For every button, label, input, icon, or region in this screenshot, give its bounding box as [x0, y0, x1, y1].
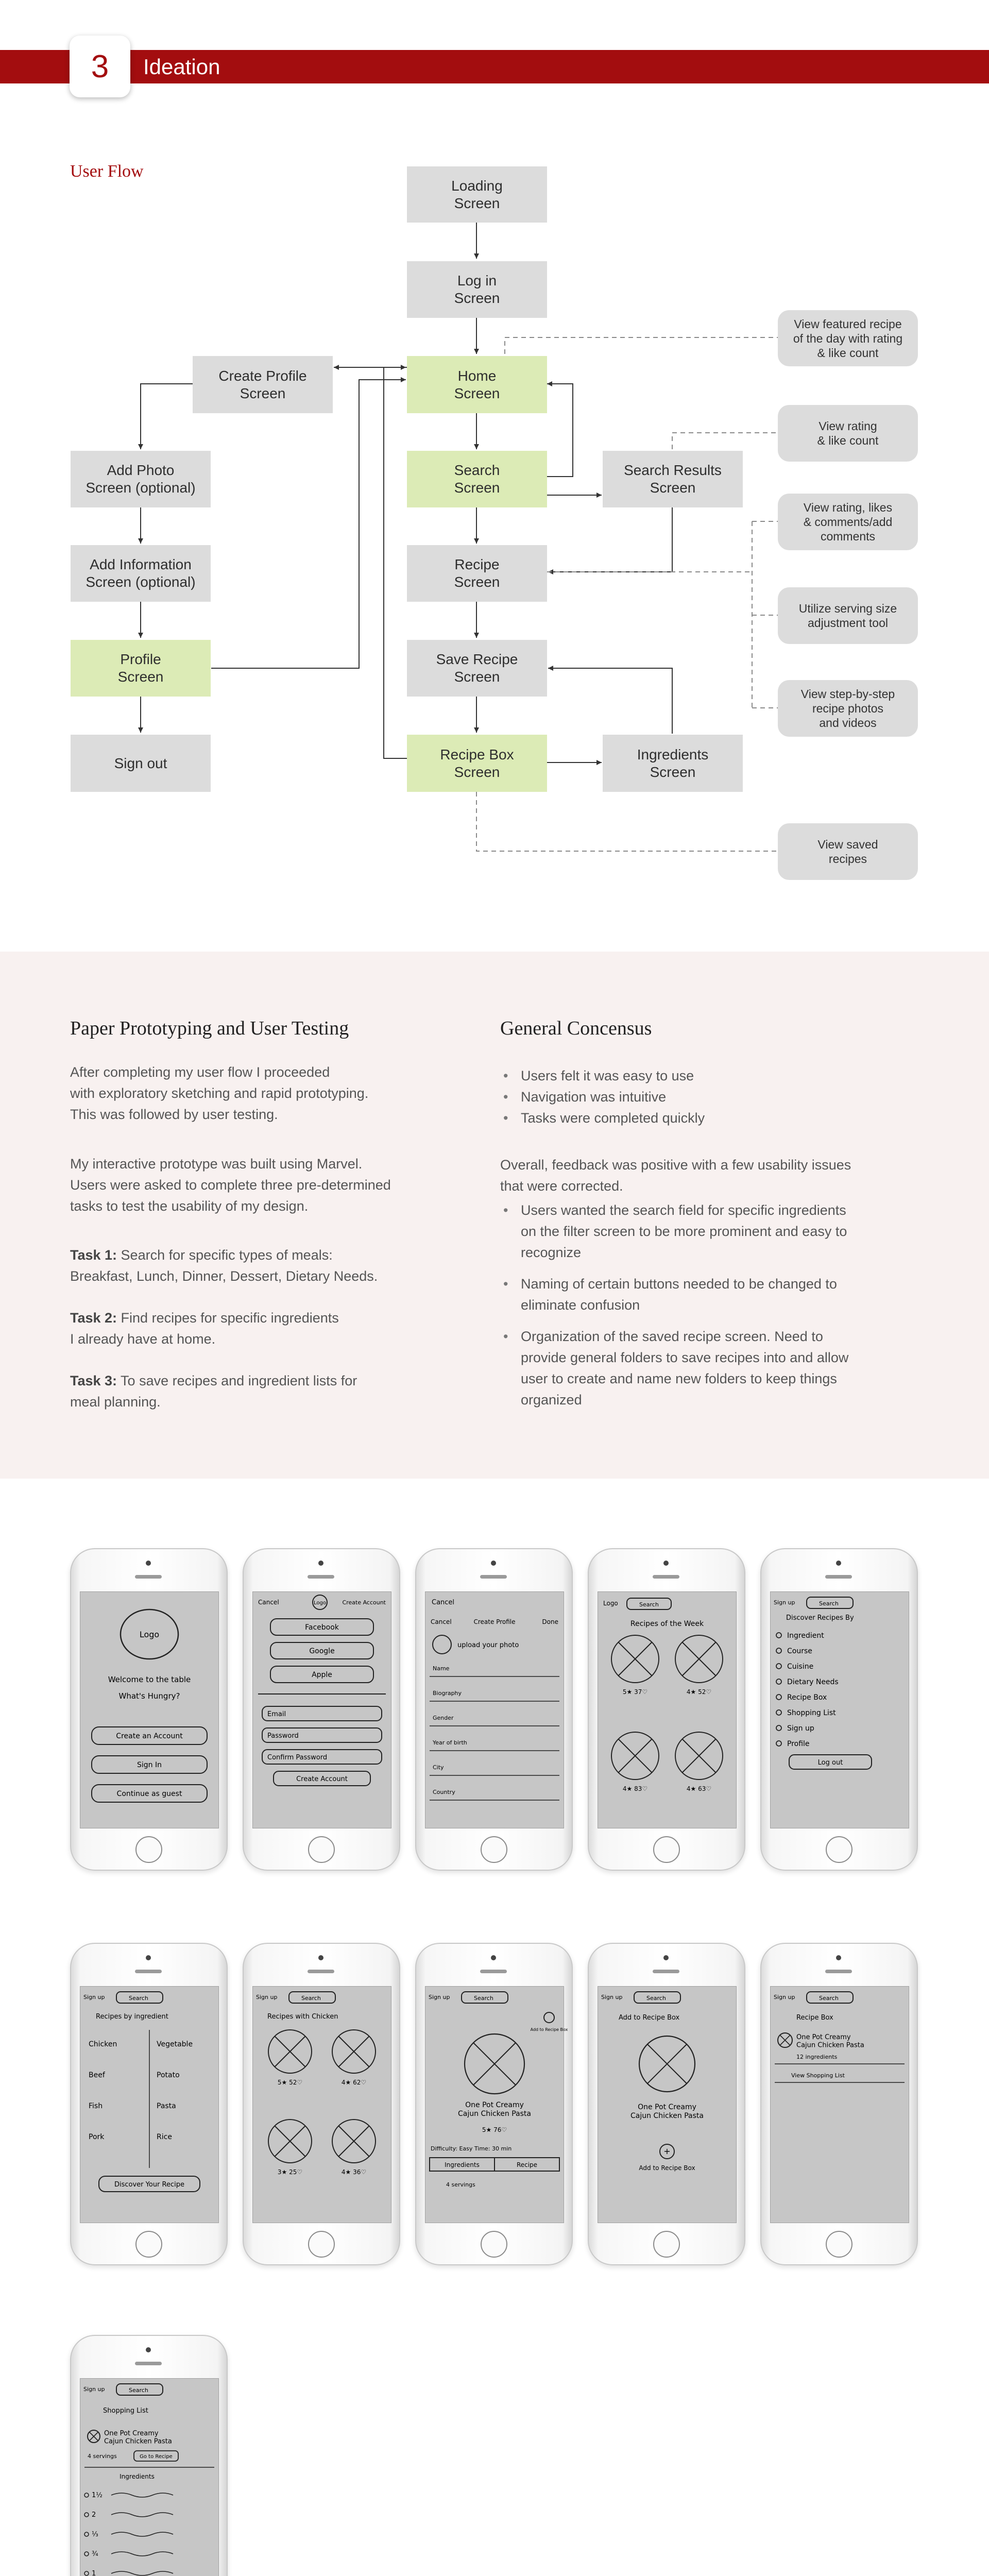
- sketch-card-rating: 4★ 83♡: [622, 1785, 648, 1792]
- sketch-email: Email: [267, 1710, 286, 1718]
- sketch-discover-title: Discover Recipes By: [786, 1614, 854, 1622]
- note-serving-size-tool: Utilize serving size adjustment tool: [778, 587, 918, 644]
- sketch-ingredient-count: 12 ingredients: [796, 2054, 838, 2060]
- sketch-recipe-rating: 5★ 76♡: [482, 2126, 507, 2133]
- task-1-label: Task 1:: [70, 1247, 117, 1263]
- paper-prototyping-title: Paper Prototyping and User Testing: [70, 1018, 349, 1039]
- sketch-screen: [252, 1591, 391, 1828]
- sketch-ingredient: Vegetable: [157, 2040, 193, 2048]
- sketch-recipes-week-title: Recipes of the Week: [630, 1620, 704, 1628]
- phone-sketch-shopping-list: [70, 2335, 228, 2576]
- camera-icon: [491, 1955, 496, 1960]
- home-button-icon: [308, 2231, 335, 2258]
- sketch-search: Search: [646, 1995, 666, 2002]
- sketch-done: Done: [542, 1618, 558, 1625]
- camera-icon: [146, 2347, 151, 2352]
- sketch-servings: 4 servings: [88, 2453, 117, 2460]
- sketch-signup: Sign up: [83, 2386, 105, 2393]
- sketch-search: Search: [301, 1995, 321, 2002]
- speaker-icon: [135, 1575, 162, 1579]
- speaker-icon: [480, 1575, 507, 1579]
- sketch-drawing: [80, 2379, 218, 2576]
- sketch-search: Search: [129, 1995, 148, 2002]
- home-button-icon: [481, 2231, 507, 2258]
- home-button-icon: [135, 2231, 162, 2258]
- sketch-signup: Sign up: [256, 1994, 278, 2001]
- home-button-icon: [135, 1836, 162, 1863]
- sketch-shopping-row: ¾: [92, 2550, 98, 2558]
- sketch-card-rating: 4★ 52♡: [686, 1688, 712, 1696]
- sketch-logo: Logo: [139, 1630, 160, 1639]
- home-button-icon: [653, 2231, 680, 2258]
- sketch-confirm-password: Confirm Password: [267, 1754, 328, 1761]
- sketch-logo: Cancel: [432, 1599, 455, 1606]
- sketch-drawing: [425, 1987, 568, 2223]
- sketch-guest-btn: Continue as guest: [116, 1790, 182, 1798]
- sketch-card-rating: 5★ 37♡: [622, 1688, 648, 1696]
- camera-icon: [146, 1561, 151, 1566]
- note-view-saved-recipes: View saved recipes: [778, 823, 918, 880]
- sketch-drawing: [80, 1987, 218, 2223]
- node-sign-out: Sign out: [71, 735, 211, 792]
- sketch-upload-photo: upload your photo: [457, 1641, 519, 1649]
- sketch-recipe-name: One Pot Creamy Cajun Chicken Pasta: [630, 2103, 704, 2120]
- note-step-by-step: View step-by-step recipe photos and videos: [778, 680, 918, 737]
- phone-sketch-create-account: [243, 1548, 400, 1871]
- note-link-saved: [476, 792, 778, 851]
- sketch-search: Search: [639, 1601, 659, 1608]
- sketch-by-ingredient-title: Recipes by ingredient: [96, 2013, 168, 2021]
- edge-box-home: [384, 367, 407, 758]
- general-concensus-title: General Concensus: [500, 1018, 652, 1039]
- sketch-drawing: [425, 1592, 564, 1828]
- sketch-shopping-row: 1: [92, 2570, 96, 2576]
- sketch-menu-item: Recipe Box: [787, 1693, 827, 1702]
- sketch-drawing: [771, 1987, 909, 2223]
- sketch-drawing: [771, 1592, 909, 1828]
- step-number-badge: 3: [70, 36, 130, 97]
- sketch-recipe-meta: Difficulty: Easy Time: 30 min: [431, 2145, 512, 2152]
- sketch-screen: [80, 2378, 219, 2576]
- sketch-drawing: [598, 1592, 736, 1828]
- sketch-google: Google: [309, 1647, 335, 1655]
- node-add-photo-screen: Add Photo Screen (optional): [71, 451, 211, 507]
- sketch-password: Password: [267, 1732, 299, 1740]
- sketch-drawing: [253, 1592, 391, 1828]
- edge-results-recipe: [548, 507, 672, 572]
- task-2: [70, 1308, 462, 1350]
- sketch-logo: Logo: [314, 1600, 326, 1606]
- camera-icon: [318, 1561, 323, 1566]
- sketch-menu-item: Dietary Needs: [787, 1678, 839, 1686]
- issue-bullet: • Naming of certain buttons needed to be changed to eliminate confusion: [500, 1274, 923, 1316]
- sketch-drawing: [80, 1592, 218, 1828]
- home-button-icon: [308, 1836, 335, 1863]
- sketch-menu-item: Shopping List: [787, 1709, 836, 1717]
- sketch-recipe-box-title: Recipe Box: [796, 2014, 833, 2022]
- speaker-icon: [653, 1970, 679, 1973]
- task-3-text: To save recipes and ingredient lists for meal planning.: [70, 1373, 357, 1410]
- sketch-menu-item: Profile: [787, 1740, 810, 1748]
- phone-sketch-recipes-chicken: [243, 1943, 400, 2265]
- phone-sketch-discover-menu: [760, 1548, 918, 1871]
- sketch-shopping-row: ⅓: [92, 2531, 98, 2538]
- sketch-create-account-btn: Create an Account: [116, 1732, 183, 1740]
- edge-search-home: [547, 384, 573, 477]
- task-1: [70, 1245, 462, 1287]
- phone-sketch-welcome: [70, 1548, 228, 1871]
- consensus-bullet: • Navigation was intuitive: [500, 1087, 666, 1108]
- sketch-screen: [80, 1591, 219, 1828]
- speaker-icon: [308, 1575, 334, 1579]
- sketch-search: Search: [819, 1600, 839, 1607]
- task-2-text: Find recipes for specific ingredients I already have at home.: [70, 1310, 339, 1347]
- sketch-menu-item: Sign up: [787, 1724, 814, 1733]
- sketch-logout: Log out: [817, 1759, 843, 1767]
- sketch-ingredient: Chicken: [89, 2040, 117, 2048]
- edge-ingredients-save: [548, 668, 672, 734]
- task-1-text: Search for specific types of meals: Breakfast, Lunch, Dinner, Dessert, Dietary Needs.: [70, 1247, 378, 1284]
- task-2-label: Task 2:: [70, 1310, 117, 1326]
- phone-sketch-recipe-box: [760, 1943, 918, 2265]
- sketch-screen: [80, 1986, 219, 2223]
- node-profile-screen: Profile Screen: [71, 640, 211, 697]
- sketch-field: Name: [433, 1665, 450, 1672]
- sketch-ingredient: Fish: [89, 2102, 103, 2110]
- home-button-icon: [826, 2231, 852, 2258]
- consensus-bullet: • Users felt it was easy to use: [500, 1065, 694, 1087]
- task-3: [70, 1370, 462, 1413]
- note-featured-recipe: View featured recipe of the day with rating & like count: [778, 310, 918, 366]
- consensus-bullet: • Tasks were completed quickly: [500, 1108, 705, 1129]
- speaker-icon: [135, 1970, 162, 1973]
- edge-profile-home: [211, 380, 406, 668]
- sketch-search: Search: [474, 1995, 493, 2002]
- node-create-profile-screen: Create Profile Screen: [193, 356, 333, 413]
- camera-icon: [146, 1955, 151, 1960]
- sketch-drawing: [253, 1987, 391, 2223]
- note-link-featured: [505, 337, 778, 354]
- note-link-rating: [672, 433, 778, 449]
- note-rating-likes-comments: View rating, likes & comments/add comments: [778, 494, 918, 550]
- sketch-create-account-btn: Create Account: [296, 1775, 348, 1783]
- sketch-go-to-recipe: Go to Recipe: [140, 2454, 173, 2460]
- sketch-signup: Sign up: [601, 1994, 623, 2001]
- sketch-search: Search: [129, 2387, 148, 2394]
- section-title: Ideation: [143, 55, 220, 79]
- sketch-screen: [770, 1986, 909, 2223]
- sketch-welcome-text: Welcome to the table: [108, 1675, 191, 1684]
- phone-sketch-by-ingredient: [70, 1943, 228, 2265]
- camera-icon: [836, 1955, 841, 1960]
- node-recipe-box-screen: Recipe Box Screen: [407, 735, 547, 792]
- node-add-information-screen: Add Information Screen (optional): [71, 545, 211, 602]
- sketch-signup: Sign up: [83, 1994, 105, 2001]
- speaker-icon: [480, 1970, 507, 1973]
- sketch-screen: [598, 1986, 737, 2223]
- sketch-shopping-row: 2: [92, 2511, 96, 2519]
- sketch-cancel: Cancel: [258, 1599, 279, 1606]
- sketch-card-rating: 3★ 25♡: [277, 2168, 303, 2176]
- sketch-menu-item: Course: [787, 1647, 812, 1655]
- sketch-logo: Logo: [603, 1600, 618, 1607]
- sketch-recipe-name: One Pot Creamy Cajun Chicken Pasta: [458, 2101, 531, 2118]
- sketch-screen: [425, 1591, 564, 1828]
- home-button-icon: [653, 1836, 680, 1863]
- speaker-icon: [308, 1970, 334, 1973]
- sketch-apple: Apple: [312, 1671, 332, 1679]
- sketch-ingredients-section: Ingredients: [120, 2473, 155, 2480]
- sketch-ingredient: Rice: [157, 2133, 172, 2141]
- sketch-card-rating: 4★ 36♡: [341, 2168, 367, 2176]
- node-search-results-screen: Search Results Screen: [603, 451, 743, 507]
- home-button-icon: [481, 1836, 507, 1863]
- speaker-icon: [653, 1575, 679, 1579]
- sketch-card-rating: 4★ 63♡: [686, 1785, 712, 1792]
- node-loading-screen: Loading Screen: [407, 166, 547, 223]
- sketch-servings: 4 servings: [446, 2181, 475, 2188]
- sketch-facebook: Facebook: [305, 1623, 339, 1632]
- sketch-field: Country: [433, 1789, 455, 1795]
- camera-icon: [663, 1955, 669, 1960]
- sketch-sign-in-btn: Sign In: [137, 1761, 162, 1769]
- sketch-tab-ingredients: Ingredients: [445, 2161, 480, 2168]
- overall-feedback: Overall, feedback was positive with a few usability issues that were corrected.: [500, 1157, 851, 1194]
- node-recipe-screen: Recipe Screen: [407, 545, 547, 602]
- sketch-screen: [425, 1986, 568, 2223]
- issue-bullet: • Users wanted the search field for specific ingredients on the filter screen to be more prominent and easy to recognize: [500, 1200, 923, 1263]
- sketch-signup: Sign up: [429, 1994, 450, 2001]
- sketch-recipe-item: One Pot Creamy Cajun Chicken Pasta: [104, 2430, 172, 2446]
- speaker-icon: [135, 2362, 162, 2365]
- sketch-add-to-box-title: Add to Recipe Box: [619, 2014, 680, 2022]
- home-button-icon: [826, 1836, 852, 1863]
- sketch-ingredient: Potato: [157, 2071, 180, 2079]
- note-view-rating: View rating & like count: [778, 405, 918, 462]
- camera-icon: [491, 1561, 496, 1566]
- speaker-icon: [825, 1575, 852, 1579]
- task-3-label: Task 3:: [70, 1373, 117, 1388]
- sketch-discover-btn: Discover Your Recipe: [114, 2181, 185, 2189]
- sketch-recipes-chicken-title: Recipes with Chicken: [267, 2013, 338, 2021]
- speaker-icon: [825, 1970, 852, 1973]
- sketch-recipe-item: One Pot Creamy Cajun Chicken Pasta: [796, 2033, 864, 2049]
- sketch-card-rating: 5★ 52♡: [277, 2079, 303, 2086]
- phone-sketch-recipe-detail: [415, 1943, 573, 2265]
- phone-sketch-add-to-box: [588, 1943, 745, 2265]
- sketch-signup: Sign up: [774, 1599, 795, 1606]
- node-search-screen: Search Screen: [407, 451, 547, 507]
- sketch-signup: Sign up: [774, 1994, 795, 2001]
- sketch-shopping-list-title: Shopping List: [103, 2407, 148, 2415]
- user-flow-title: User Flow: [70, 162, 144, 181]
- sketch-ingredient: Pork: [89, 2133, 105, 2141]
- node-ingredients-screen: Ingredients Screen: [603, 735, 743, 792]
- sketch-field: Gender: [433, 1715, 454, 1721]
- sketch-screen: [598, 1591, 737, 1828]
- sketch-tab-recipe: Recipe: [516, 2161, 538, 2168]
- sketch-view-shopping-list: View Shopping List: [791, 2072, 845, 2079]
- edge-createprofile-addphoto: [141, 384, 193, 449]
- sketch-add-link: Add to Recipe Box: [639, 2164, 695, 2172]
- sketch-field: Year of birth: [433, 1739, 467, 1746]
- camera-icon: [318, 1955, 323, 1960]
- sketch-field: City: [433, 1764, 444, 1771]
- sketch-shopping-row: 1½: [92, 2492, 103, 2499]
- issue-bullet: • Organization of the saved recipe screen. Need to provide general folders to save recipes into and allow user to create and name new folders to keep things organized: [500, 1326, 923, 1411]
- camera-icon: [836, 1561, 841, 1566]
- sketch-ingredient: Beef: [89, 2071, 105, 2079]
- sketch-create-profile: Create Profile: [473, 1618, 516, 1625]
- svg-text:+: +: [663, 2146, 671, 2156]
- sketch-menu-item: Cuisine: [787, 1663, 814, 1671]
- sketch-menu-item: Ingredient: [787, 1632, 824, 1640]
- phone-sketch-recipes-of-week: [588, 1548, 745, 1871]
- sketch-ingredient: Pasta: [157, 2102, 176, 2110]
- sketch-card-rating: 4★ 62♡: [341, 2079, 367, 2086]
- sketch-search: Search: [819, 1995, 839, 2002]
- phone-sketch-create-profile: [415, 1548, 573, 1871]
- marvel-paragraph: My interactive prototype was built using Marvel. Users were asked to complete three pre-determined tasks to test the usability of my design.: [70, 1156, 391, 1214]
- node-login-screen: Log in Screen: [407, 261, 547, 318]
- sketch-create-account: Create Account: [342, 1599, 386, 1606]
- sketch-screen: [770, 1591, 909, 1828]
- sketch-screen: [252, 1986, 391, 2223]
- node-save-recipe-screen: Save Recipe Screen: [407, 640, 547, 697]
- sketch-add-to-recipe-box: Add to Recipe Box: [530, 2027, 568, 2032]
- intro-paragraph: After completing my user flow I proceeded with exploratory sketching and rapid prototyping. This was followed by user testing.: [70, 1064, 369, 1122]
- node-home-screen: Home Screen: [407, 356, 547, 413]
- sketch-cancel: Cancel: [431, 1618, 452, 1625]
- sketch-hungry-text: What's Hungry?: [118, 1691, 180, 1701]
- camera-icon: [663, 1561, 669, 1566]
- sketch-field: Biography: [433, 1690, 462, 1697]
- sketch-drawing: [598, 1987, 736, 2223]
